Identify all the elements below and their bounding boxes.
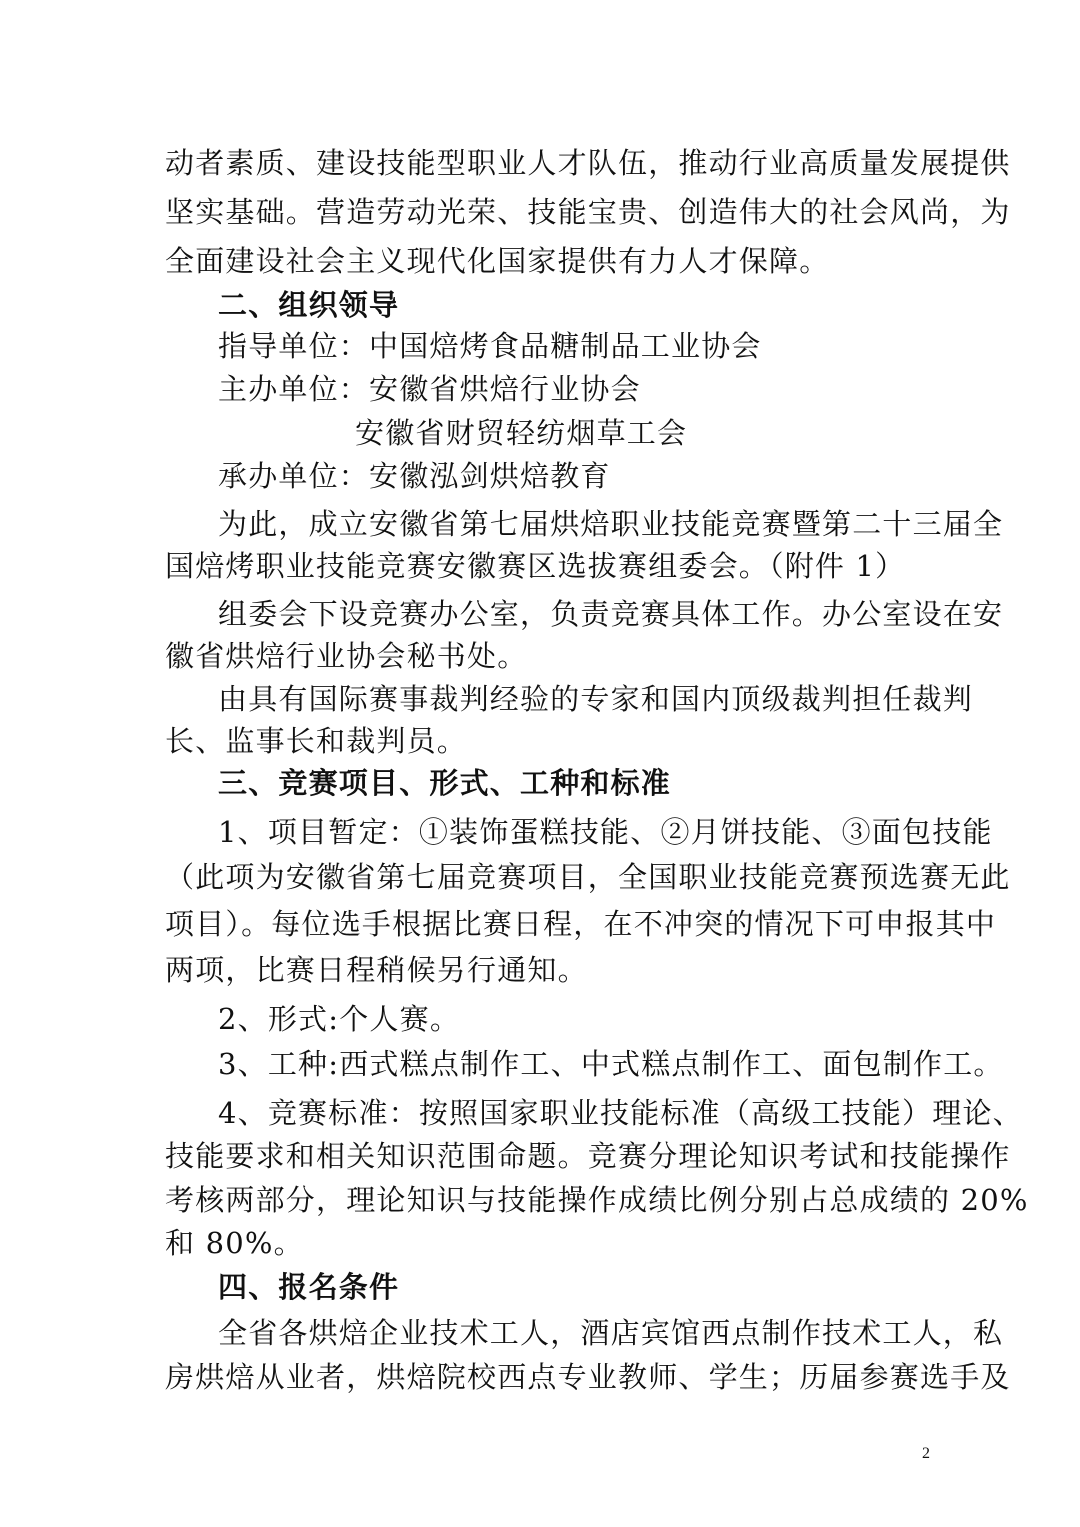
section-heading: 二、组织领导 (218, 288, 400, 322)
paragraph-line: 坚实基础。营造劳动光荣、技能宝贵、创造伟大的社会风尚，为 (165, 195, 1011, 229)
section-heading: 三、竞赛项目、形式、工种和标准 (218, 766, 672, 800)
paragraph-line: 承办单位：安徽泓剑烘焙教育 (218, 459, 611, 493)
paragraph-line: 长、监事长和裁判员。 (165, 724, 468, 758)
paragraph-line: 全面建设社会主义现代化国家提供有力人才保障。 (165, 244, 830, 278)
paragraph-line: 为此，成立安徽省第七届烘焙职业技能竞赛暨第二十三届全 (218, 507, 1004, 541)
paragraph-line: 考核两部分，理论知识与技能操作成绩比例分别占总成绩的 20% (165, 1183, 1029, 1217)
paragraph-line: 两项，比赛日程稍候另行通知。 (165, 953, 588, 987)
page-number: 2 (922, 1445, 930, 1462)
paragraph-line: 技能要求和相关知识范围命题。竞赛分理论知识考试和技能操作 (165, 1139, 1011, 1173)
paragraph-line: 项目）。每位选手根据比赛日程，在不冲突的情况下可申报其中 (165, 907, 997, 941)
paragraph-line: 动者素质、建设技能型职业人才队伍，推动行业高质量发展提供 (165, 146, 1011, 180)
paragraph-line: 1、项目暂定：①装饰蛋糕技能、②月饼技能、③面包技能 (218, 815, 993, 849)
paragraph-line: 3、工种:西式糕点制作工、中式糕点制作工、面包制作工。 (218, 1047, 1004, 1081)
paragraph-line: 国焙烤职业技能竞赛安徽赛区选拔赛组委会。（附件 1） (165, 549, 906, 583)
paragraph-line: 房烘焙从业者，烘焙院校西点专业教师、学生；历届参赛选手及 (165, 1360, 1011, 1394)
paragraph-line: 全省各烘焙企业技术工人，酒店宾馆西点制作技术工人，私 (218, 1316, 1004, 1350)
section-heading: 四、报名条件 (218, 1270, 400, 1304)
paragraph-line: 指导单位：中国焙烤食品糖制品工业协会 (218, 329, 762, 363)
paragraph-line: 主办单位：安徽省烘焙行业协会 (218, 372, 641, 406)
paragraph-line: 4、竞赛标准：按照国家职业技能标准（高级工技能）理论、 (218, 1096, 1023, 1130)
paragraph-line: 安徽省财贸轻纺烟草工会 (355, 416, 688, 450)
paragraph-line: 和 80%。 (165, 1226, 304, 1260)
paragraph-line: 由具有国际赛事裁判经验的专家和国内顶级裁判担任裁判 (218, 682, 974, 716)
paragraph-line: （此项为安徽省第七届竞赛项目，全国职业技能竞赛预选赛无此 (165, 860, 1011, 894)
paragraph-line: 2、形式:个人赛。 (218, 1002, 461, 1036)
paragraph-line: 徽省烘焙行业协会秘书处。 (165, 639, 528, 673)
paragraph-line: 组委会下设竞赛办公室，负责竞赛具体工作。办公室设在安 (218, 597, 1004, 631)
